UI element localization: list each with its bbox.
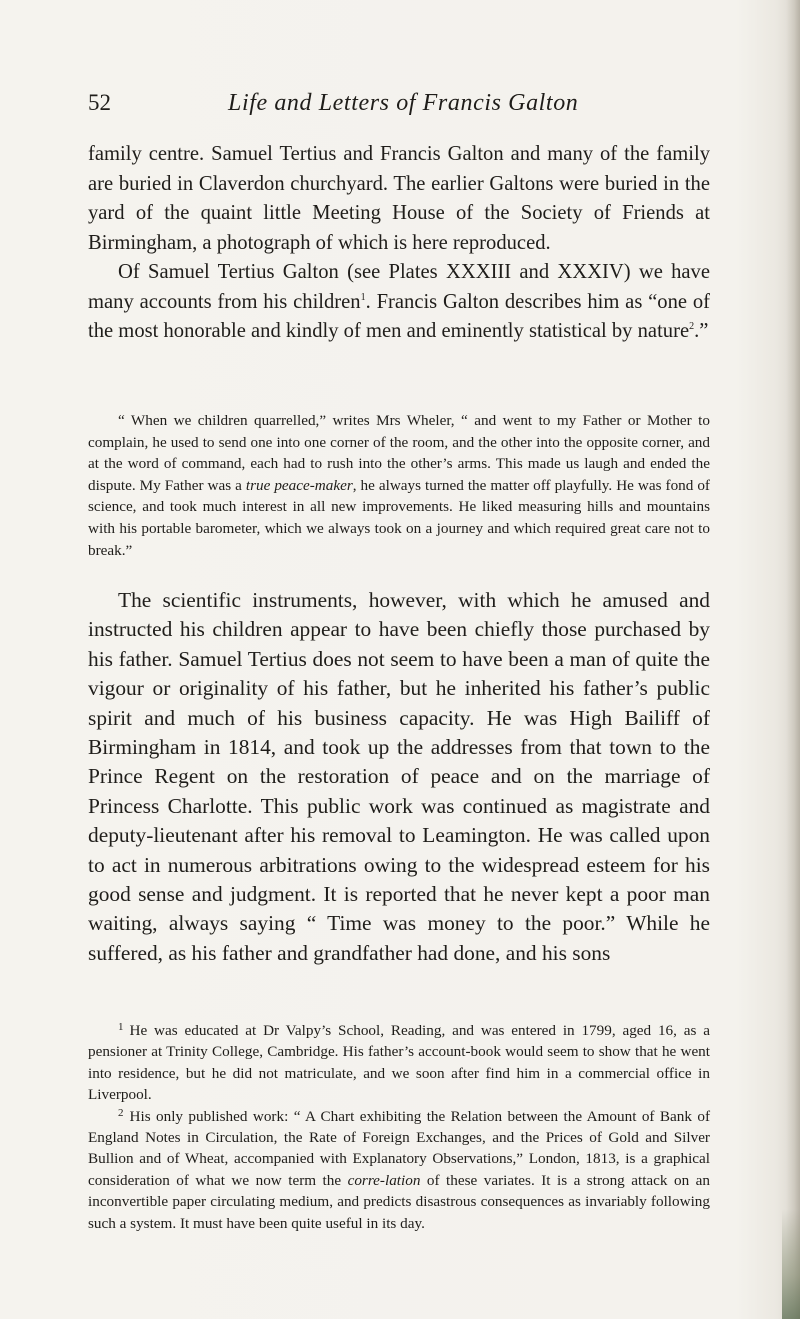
quote-part-2: , he always turned the matter off playfully. He was fond of science, and took much interest in all new improvements. He liked measuring hills and mountains with his portable barometer, which we always took on a journey and which required great care not to break.” [88, 476, 710, 559]
paragraph-scientific-instruments: The scientific instruments, however, with which he amused and instructed his children appear to have been chiefly those purchased by his father. Samuel Tertius does not seem to have been a man of quite the vigour or originality of his father, but he inherited his father’s public spirit and much of his business capacity. He was High Bailiff of Birmingham in 1814, and took up the addresses from that town to the Prince Regent on the restoration of peace and on the marriage of Princess Charlotte. This public work was continued as magistrate and deputy-lieutenant after his removal to Leamington. He was called upon to act in numerous arbitrations owing to the widespread esteem for his good sense and judgment. It is reported that he never kept a poor man waiting, always saying “ Time was money to the poor.” While he suffered, as his father and grandfather had done, and his sons [88, 588, 710, 965]
page-corner-stain [782, 1209, 800, 1319]
footnotes [88, 1020, 710, 1234]
footnote-ref-2[interactable]: 2 [689, 321, 695, 333]
page-number: 52 [88, 90, 111, 115]
block-quote [88, 410, 710, 561]
running-title: Life and Letters of Francis Galton [228, 90, 579, 116]
paragraph-text-b: . Francis Galton describes him as “one of the most honorable and kindly of men and eminently statistical by nature [88, 290, 710, 342]
paragraph-text-c: .” [694, 320, 709, 342]
footnote-2-emphasis: corre-lation [347, 1171, 421, 1189]
footnote-2-text-b: of these variates. It is a strong attack on an inconvertible paper circulating medium, and predicts disastrous consequences as invariably following such a system. It must have been quite useful in its day. [88, 1171, 710, 1232]
running-head [88, 86, 708, 120]
quote-part-1: “ When we children quarrelled,” writes Mrs Wheler, “ and went to my Father or Mother to complain, he used to send one into one corner of the room, and the other into the opposite corner, and at the word of command, each had to rush into the other’s arms. This made us laugh and ended the dispute. My Father was a [88, 412, 710, 494]
footnote-1 [88, 1020, 710, 1106]
footnote-1-mark: 1 [118, 1021, 124, 1033]
footnote-1-text: He was educated at Dr Valpy’s School, Reading, and was entered in 1799, aged 16, as a pensioner at Trinity College, Cambridge. His father’s account-book would seem to show that he went into residence, but he did not matriculate, and we soon after find him in a commercial office in Liverpool. [88, 1022, 710, 1104]
footnote-2-text-a: His only published work: “ A Chart exhibiting the Relation between the Amount of Bank of England Notes in Circulation, the Rate of Foreign Exchanges, and the Prices of Gold and Silver Bullion and of Wheat, accompanied with Explanatory Observations,” London, 1813, is a graphical consideration of what we now term the [88, 1107, 710, 1189]
page-edge-shadow [786, 0, 800, 1319]
paragraph-text-a: Of Samuel Tertius Galton (see Plates XXXIII and XXXIV) we have many accounts from his children [88, 261, 710, 313]
footnote-ref-1[interactable]: 1 [360, 291, 366, 303]
wheler-quote [88, 410, 710, 561]
quote-emphasis: true peace-maker [245, 476, 353, 494]
footnote-2-mark: 2 [118, 1106, 124, 1119]
opening-paragraphs [88, 140, 710, 347]
paragraph-samuel-tertius [88, 258, 710, 347]
footnote-2 [88, 1106, 710, 1234]
paragraph-family-centre: family centre. Samuel Tertius and Francis Galton and many of the family are buried in Claverdon churchyard. The earlier Galtons were buried in the yard of the quaint little Meeting House of the Society of Friends at Birmingham, a photograph of which is here reproduced. [88, 143, 710, 254]
main-paragraph [88, 586, 710, 968]
